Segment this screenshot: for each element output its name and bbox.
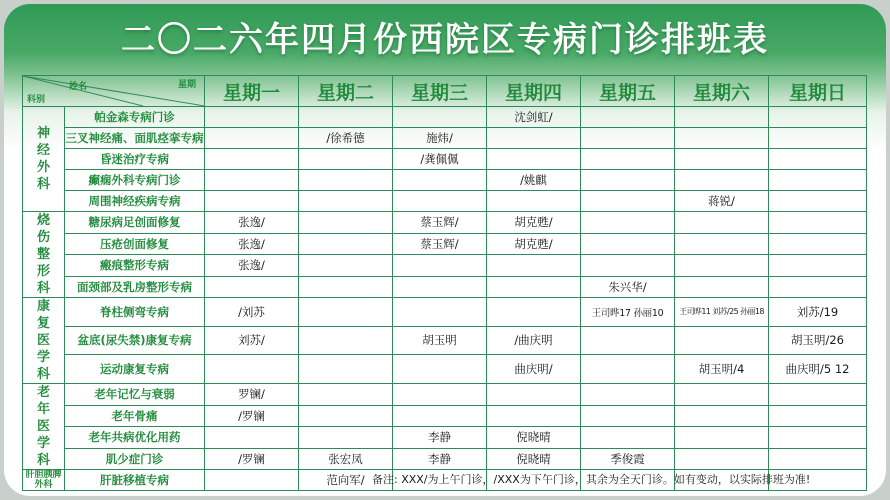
schedule-cell [581,326,675,355]
schedule-cell [393,298,487,327]
schedule-cell: 李静 [393,448,487,470]
schedule-cell [769,191,867,212]
schedule-cell [393,405,487,427]
day-header: 星期五 [581,76,675,107]
schedule-cell [205,470,299,491]
header-row [23,76,867,107]
schedule-cell: 胡玉明/26 [769,326,867,355]
schedule-cell: 施炜/ [393,128,487,149]
schedule-cell [393,255,487,277]
schedule-cell [769,170,867,191]
clinic-name: 压疮创面修复 [65,233,205,255]
day-header: 星期六 [675,76,769,107]
schedule-cell [299,326,393,355]
schedule-cell [769,233,867,255]
schedule-cell: 张逸/ [205,212,299,234]
schedule-cell: 季俊霞 [581,448,675,470]
schedule-cell: 张宏凤 [299,448,393,470]
schedule-cell [205,355,299,384]
schedule-cell: 蔡玉辉/ [393,212,487,234]
table-row [23,170,867,191]
clinic-name: 三叉神经痛、面肌痉挛专病 [65,128,205,149]
schedule-cell: 朱兴华/ [581,276,675,298]
schedule-cell [675,128,769,149]
schedule-cell: 胡克甦/ [487,212,581,234]
schedule-cell [205,170,299,191]
schedule-cell [299,255,393,277]
diagonal-lines [23,76,204,106]
schedule-cell [769,384,867,406]
corner-dept-label: 科别 [27,95,46,105]
clinic-name: 盆底(尿失禁)康复专病 [65,326,205,355]
schedule-cell [393,107,487,128]
schedule-cell: 李静 [393,427,487,449]
schedule-cell [675,448,769,470]
schedule-cell [205,128,299,149]
schedule-cell [581,384,675,406]
schedule-cell [205,191,299,212]
schedule-cell [299,212,393,234]
schedule-cell [581,255,675,277]
table-row [23,276,867,298]
schedule-cell: 胡克甦/ [487,233,581,255]
schedule-cell: /罗镧 [205,405,299,427]
clinic-name: 周围神经疾病专病 [65,191,205,212]
clinic-name: 老年骨痛 [65,405,205,427]
schedule-cell [769,276,867,298]
schedule-cell [581,212,675,234]
schedule-cell [205,107,299,128]
clinic-name: 运动康复专病 [65,355,205,384]
schedule-cell: 倪晓晴 [487,427,581,449]
schedule-cell [675,255,769,277]
schedule-cell [299,276,393,298]
clinic-name: 糖尿病足创面修复 [65,212,205,234]
dept-cell: 神经外科 [23,107,65,212]
table-row [23,326,867,355]
schedule-cell: 倪晓晴 [487,448,581,470]
schedule-cell [581,405,675,427]
page-title: 二〇二六年四月份西院区专病门诊排班表 [121,20,769,60]
schedule-cell [487,255,581,277]
schedule-cell [393,384,487,406]
dept-cell: 烧伤整形科 [23,212,65,298]
schedule-cell: /龚佩佩 [393,149,487,170]
schedule-cell [581,427,675,449]
schedule-cell: 王司晔11 刘苏/25 孙丽18 [675,298,769,327]
schedule-cell: 胡玉明/4 [675,355,769,384]
table-row [23,427,867,449]
schedule-cell [487,149,581,170]
schedule-cell [299,355,393,384]
schedule-cell: /姚麒 [487,170,581,191]
schedule-cell [487,298,581,327]
day-header: 星期二 [299,76,393,107]
schedule-cell [393,170,487,191]
schedule-cell [393,276,487,298]
clinic-name: 面颈部及乳房整形专病 [65,276,205,298]
schedule-cell: 范向军/ [299,470,393,491]
schedule-cell [299,107,393,128]
schedule-cell [675,149,769,170]
schedule-cell [205,427,299,449]
schedule-cell [487,384,581,406]
clinic-name: 脊柱侧弯专病 [65,298,205,327]
schedule-cell [299,191,393,212]
schedule-cell [769,107,867,128]
day-header: 星期三 [393,76,487,107]
schedule-cell [393,191,487,212]
clinic-name: 肝脏移植专病 [65,470,205,491]
dept-cell: 老年医学科 [23,384,65,470]
day-header: 星期四 [487,76,581,107]
schedule-cell [581,170,675,191]
schedule-cell [769,405,867,427]
clinic-name: 帕金森专病门诊 [65,107,205,128]
schedule-cell [675,427,769,449]
schedule-cell [299,298,393,327]
table-row [23,128,867,149]
dept-cell: 康复医学科 [23,298,65,384]
schedule-cell [675,212,769,234]
schedule-cell [299,405,393,427]
schedule-cell [581,149,675,170]
schedule-cell [675,276,769,298]
schedule-cell [299,149,393,170]
schedule-cell [769,427,867,449]
table-row [23,298,867,327]
schedule-cell [487,276,581,298]
schedule-cell: 沈剑虹/ [487,107,581,128]
schedule-cell: 曲庆明/ [487,355,581,384]
schedule-cell: 蒋锐/ [675,191,769,212]
schedule-cell: 张逸/ [205,233,299,255]
schedule-cell: /曲庆明 [487,326,581,355]
schedule-cell [393,355,487,384]
schedule-cell: 胡玉明 [393,326,487,355]
clinic-name: 肌少症门诊 [65,448,205,470]
schedule-cell [205,276,299,298]
schedule-cell: /刘苏 [205,298,299,327]
schedule-cell [675,170,769,191]
schedule-cell: 刘苏/19 [769,298,867,327]
schedule-cell [675,384,769,406]
dept-cell: 肝胆胰脾外科 [23,470,65,491]
corner-cell [23,76,205,107]
schedule-cell [581,355,675,384]
schedule-cell [581,128,675,149]
table-row [23,233,867,255]
schedule-cell: 张逸/ [205,255,299,277]
corner-name-label: 姓名 [69,82,88,92]
table-row [23,191,867,212]
clinic-name: 瘢痕整形专病 [65,255,205,277]
schedule-cell [299,427,393,449]
table-row [23,255,867,277]
schedule-cell [487,405,581,427]
schedule-cell [581,191,675,212]
schedule-cell [675,405,769,427]
schedule-board [4,4,886,496]
table-row [23,448,867,470]
table-row [23,149,867,170]
schedule-cell [675,107,769,128]
table-row [23,384,867,406]
clinic-name: 昏迷治疗专病 [65,149,205,170]
schedule-table [22,75,867,491]
schedule-cell: 罗镧/ [205,384,299,406]
clinic-name: 癫痫外科专病门诊 [65,170,205,191]
schedule-cell [581,107,675,128]
table-row [23,107,867,128]
table-row [23,212,867,234]
schedule-cell [487,128,581,149]
table-row [23,355,867,384]
schedule-cell: 曲庆明/5 12 [769,355,867,384]
schedule-cell [769,149,867,170]
schedule-cell: 王司晔17 孙丽10 [581,298,675,327]
schedule-cell [675,233,769,255]
schedule-cell [299,384,393,406]
schedule-cell [769,448,867,470]
schedule-cell [769,212,867,234]
schedule-cell [769,128,867,149]
clinic-name: 老年共病优化用药 [65,427,205,449]
schedule-cell [769,255,867,277]
schedule-cell [299,233,393,255]
day-header: 星期日 [769,76,867,107]
table-row [23,405,867,427]
schedule-cell [581,233,675,255]
schedule-cell: /罗镧 [205,448,299,470]
schedule-cell [487,191,581,212]
schedule-cell: /徐希德 [299,128,393,149]
schedule-cell: 刘苏/ [205,326,299,355]
schedule-cell [675,326,769,355]
day-header: 星期一 [205,76,299,107]
schedule-cell [299,170,393,191]
schedule-cell [205,149,299,170]
footnote: 备注: XXX/为上午门诊，/XXX为下午门诊，其余为全天门诊。如有变动，以实际排班为准! [372,473,811,486]
schedule-cell: 蔡玉辉/ [393,233,487,255]
clinic-name: 老年记忆与衰弱 [65,384,205,406]
corner-weekday-label: 星期 [177,80,196,90]
